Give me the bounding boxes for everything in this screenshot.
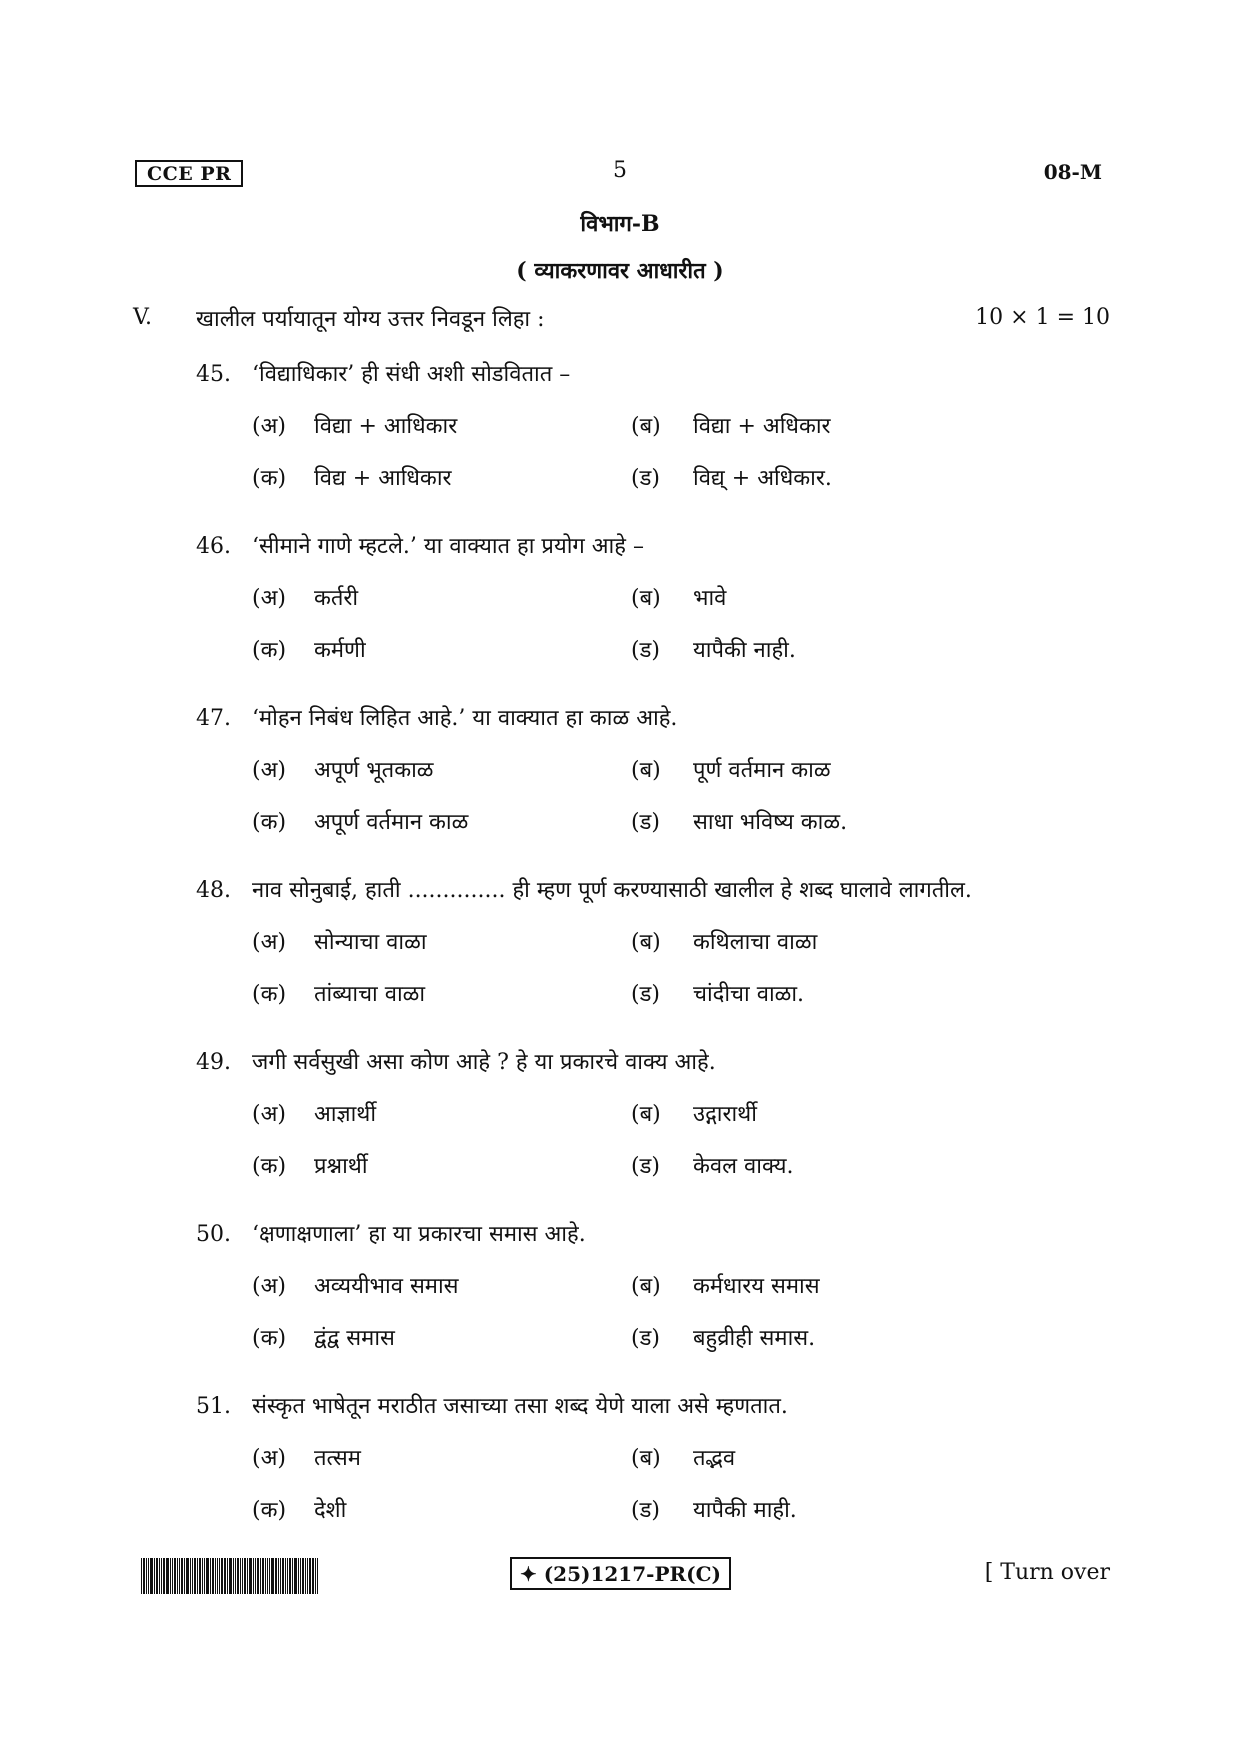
barcode-bar xyxy=(285,1558,286,1594)
barcode-bar xyxy=(177,1558,178,1594)
question-number: 47. xyxy=(196,706,231,731)
barcode-bar xyxy=(249,1558,252,1594)
option xyxy=(252,1442,361,1472)
option-label: (अ) xyxy=(252,1102,286,1127)
option-label: (ड) xyxy=(631,982,660,1007)
option-text: तत्सम xyxy=(314,1446,361,1471)
barcode-bar xyxy=(197,1558,198,1594)
barcode-bar xyxy=(237,1558,239,1594)
barcode-bar xyxy=(143,1558,145,1594)
question-group-marks: 10 × 1 = 10 xyxy=(975,305,1110,330)
question-number: 50. xyxy=(196,1222,231,1247)
option xyxy=(252,978,425,1008)
barcode-bar xyxy=(210,1558,211,1594)
barcode-bar xyxy=(271,1558,274,1594)
question-text: ‘विद्याधिकार’ ही संधी अशी सोडवितात – xyxy=(252,362,571,387)
barcode-bar xyxy=(146,1558,147,1594)
option xyxy=(631,1494,797,1524)
barcode-bar xyxy=(253,1558,254,1594)
question-45 xyxy=(196,358,570,388)
question-49 xyxy=(196,1046,716,1076)
footer-paper-code: ✦ (25)1217-PR(C) xyxy=(510,1557,731,1590)
option-text: अपूर्ण वर्तमान काळ xyxy=(314,810,469,835)
option xyxy=(252,1270,459,1300)
option xyxy=(631,1098,757,1128)
option-label: (क) xyxy=(252,1154,287,1179)
barcode-bar xyxy=(312,1558,314,1594)
barcode-bar xyxy=(247,1558,248,1594)
option-text: अव्ययीभाव समास xyxy=(314,1274,459,1299)
turn-over-note: [ Turn over xyxy=(984,1560,1110,1585)
barcode-bar xyxy=(262,1558,264,1594)
option-text: केवल वाक्य. xyxy=(693,1154,794,1179)
option-text: तांब्याचा वाळा xyxy=(314,982,426,1007)
option-text: सोन्याचा वाळा xyxy=(314,930,427,955)
option-text: विद्य् + अधिकार. xyxy=(693,466,832,491)
option xyxy=(631,1150,794,1180)
barcode-bar xyxy=(150,1558,153,1594)
option-text: विद्य + आधिकार xyxy=(314,466,452,491)
option-text: कर्मणी xyxy=(314,638,366,663)
option-text: उद्गारार्थी xyxy=(693,1102,757,1127)
question-text: ‘मोहन निबंध लिहित आहे.’ या वाक्यात हा काळ आहे. xyxy=(252,706,678,731)
option-label: (क) xyxy=(252,638,287,663)
option xyxy=(252,1494,346,1524)
question-46 xyxy=(196,530,644,560)
option-text: चांदीचा वाळा. xyxy=(693,982,805,1007)
barcode-bar xyxy=(315,1558,316,1594)
option xyxy=(252,634,366,664)
option xyxy=(631,1322,815,1352)
question-50 xyxy=(196,1218,586,1248)
barcode-bar xyxy=(255,1558,256,1594)
option-label: (क) xyxy=(252,982,287,1007)
option-label: (क) xyxy=(252,810,287,835)
barcode-bar xyxy=(307,1558,308,1594)
option xyxy=(631,926,817,956)
option xyxy=(631,754,831,784)
barcode-bar xyxy=(267,1558,268,1594)
barcode-bar xyxy=(240,1558,241,1594)
barcode-bar xyxy=(305,1558,306,1594)
question-51 xyxy=(196,1390,788,1420)
option-text: साधा भविष्य काळ. xyxy=(693,810,848,835)
option xyxy=(252,1322,395,1352)
barcode-bar xyxy=(141,1558,142,1594)
barcode xyxy=(141,1558,365,1594)
barcode-bar xyxy=(186,1558,189,1594)
option-label: (ब) xyxy=(631,586,661,611)
option-label: (ब) xyxy=(631,930,661,955)
barcode-bar xyxy=(154,1558,155,1594)
question-text: नाव सोनुबाई, हाती .............. ही म्हण पूर्ण करण्यासाठी खालील हे शब्द घालावे लागतील. xyxy=(252,878,972,903)
barcode-bar xyxy=(275,1558,277,1594)
option-label: (अ) xyxy=(252,586,286,611)
option-text: बहुव्रीही समास. xyxy=(693,1326,816,1351)
barcode-bar xyxy=(269,1558,270,1594)
option-label: (ड) xyxy=(631,1326,660,1351)
option-label: (ब) xyxy=(631,1274,661,1299)
barcode-bar xyxy=(170,1558,171,1594)
barcode-bar xyxy=(163,1558,165,1594)
barcode-bar xyxy=(166,1558,169,1594)
section-subtitle: ( व्याकरणावर आधारीत ) xyxy=(516,258,724,284)
barcode-bar xyxy=(280,1558,281,1594)
paper-code: 08-M xyxy=(1043,160,1102,184)
barcode-bar xyxy=(244,1558,246,1594)
paper-type-code: CCE PR xyxy=(135,160,243,187)
barcode-bar xyxy=(282,1558,284,1594)
option-label: (ड) xyxy=(631,1498,660,1523)
barcode-bar xyxy=(317,1558,318,1594)
barcode-bar xyxy=(229,1558,232,1594)
barcode-bar xyxy=(161,1558,162,1594)
barcode-bar xyxy=(172,1558,173,1594)
option xyxy=(252,1098,376,1128)
barcode-bar xyxy=(227,1558,228,1594)
option-label: (अ) xyxy=(252,414,286,439)
option-label: (ब) xyxy=(631,758,661,783)
option xyxy=(252,926,427,956)
option-text: आज्ञार्थी xyxy=(314,1102,377,1127)
option xyxy=(252,410,457,440)
option xyxy=(631,1442,735,1472)
barcode-bar xyxy=(174,1558,176,1594)
barcode-bar xyxy=(199,1558,201,1594)
barcode-bar xyxy=(204,1558,205,1594)
page-number: 5 xyxy=(613,158,627,183)
option xyxy=(631,1270,820,1300)
barcode-bar xyxy=(159,1558,160,1594)
option-text: कथिलाचा वाळा xyxy=(693,930,818,955)
option-label: (अ) xyxy=(252,1446,286,1471)
option-text: यापैकी माही. xyxy=(693,1498,797,1523)
barcode-bar xyxy=(294,1558,297,1594)
barcode-bar xyxy=(224,1558,226,1594)
barcode-bar xyxy=(302,1558,304,1594)
option xyxy=(252,462,452,492)
question-number: 45. xyxy=(196,362,231,387)
barcode-bar xyxy=(298,1558,299,1594)
barcode-bar xyxy=(217,1558,218,1594)
barcode-bar xyxy=(233,1558,234,1594)
option-text: यापैकी नाही. xyxy=(693,638,796,663)
barcode-bar xyxy=(156,1558,158,1594)
option-label: (ब) xyxy=(631,414,661,439)
option xyxy=(631,806,847,836)
question-47 xyxy=(196,702,677,732)
barcode-bar xyxy=(219,1558,220,1594)
option xyxy=(252,806,468,836)
option-label: (ड) xyxy=(631,638,660,663)
barcode-bar xyxy=(221,1558,223,1594)
option-text: द्वंद्व समास xyxy=(314,1326,395,1351)
barcode-bar xyxy=(292,1558,293,1594)
barcode-bar xyxy=(206,1558,209,1594)
question-text: जगी सर्वसुखी असा कोण आहे ? हे या प्रकारचे वाक्य आहे. xyxy=(252,1050,716,1075)
question-number: 51. xyxy=(196,1394,231,1419)
option-text: कर्तरी xyxy=(314,586,359,611)
question-48 xyxy=(196,874,972,904)
option-text: विद्या + आधिकार xyxy=(314,414,458,439)
option-text: कर्मधारय समास xyxy=(693,1274,820,1299)
option-label: (क) xyxy=(252,466,287,491)
question-text: ‘क्षणाक्षणाला’ हा या प्रकारचा समास आहे. xyxy=(252,1222,586,1247)
barcode-bar xyxy=(148,1558,149,1594)
barcode-bar xyxy=(257,1558,259,1594)
section-title: विभाग-B xyxy=(580,211,660,237)
option-label: (ब) xyxy=(631,1102,661,1127)
option-label: (ब) xyxy=(631,1446,661,1471)
option-text: पूर्ण वर्तमान काळ xyxy=(693,758,831,783)
question-number: 46. xyxy=(196,534,231,559)
question-group-number: V. xyxy=(133,305,153,330)
barcode-bar xyxy=(181,1558,183,1594)
option xyxy=(252,754,434,784)
option-label: (ड) xyxy=(631,466,660,491)
option-label: (ड) xyxy=(631,810,660,835)
barcode-bar xyxy=(300,1558,301,1594)
barcode-bar xyxy=(192,1558,193,1594)
option-label: (अ) xyxy=(252,1274,286,1299)
barcode-bar xyxy=(265,1558,266,1594)
barcode-bar xyxy=(287,1558,288,1594)
option xyxy=(631,462,832,492)
option-text: तद्भव xyxy=(693,1446,736,1471)
barcode-bar xyxy=(289,1558,291,1594)
barcode-bar xyxy=(212,1558,214,1594)
option xyxy=(631,634,796,664)
option-label: (क) xyxy=(252,1498,287,1523)
option xyxy=(252,582,358,612)
barcode-bar xyxy=(215,1558,216,1594)
option-label: (क) xyxy=(252,1326,287,1351)
barcode-bar xyxy=(190,1558,191,1594)
option xyxy=(631,582,726,612)
barcode-bar xyxy=(179,1558,180,1594)
option-text: भावे xyxy=(693,586,727,611)
option-label: (अ) xyxy=(252,758,286,783)
barcode-bar xyxy=(242,1558,243,1594)
barcode-bar xyxy=(278,1558,279,1594)
option xyxy=(252,1150,368,1180)
option-text: देशी xyxy=(314,1498,347,1523)
barcode-bar xyxy=(184,1558,185,1594)
option-text: प्रश्नार्थी xyxy=(314,1154,368,1179)
barcode-bar xyxy=(260,1558,261,1594)
option-label: (अ) xyxy=(252,930,286,955)
barcode-bar xyxy=(194,1558,196,1594)
option-text: अपूर्ण भूतकाळ xyxy=(314,758,434,783)
option xyxy=(631,410,831,440)
question-number: 49. xyxy=(196,1050,231,1075)
question-text: संस्कृत भाषेतून मराठीत जसाच्या तसा शब्द येणे याला असे म्हणतात. xyxy=(252,1394,788,1419)
option-label: (ड) xyxy=(631,1154,660,1179)
question-group-instruction: खालील पर्यायातून योग्य उत्तर निवडून लिहा : xyxy=(196,307,545,332)
barcode-bar xyxy=(202,1558,203,1594)
barcode-bar xyxy=(309,1558,311,1594)
barcode-bar xyxy=(235,1558,236,1594)
question-text: ‘सीमाने गाणे म्हटले.’ या वाक्यात हा प्रयोग आहे – xyxy=(252,534,644,559)
question-number: 48. xyxy=(196,878,231,903)
option xyxy=(631,978,804,1008)
option-text: विद्या + अधिकार xyxy=(693,414,831,439)
